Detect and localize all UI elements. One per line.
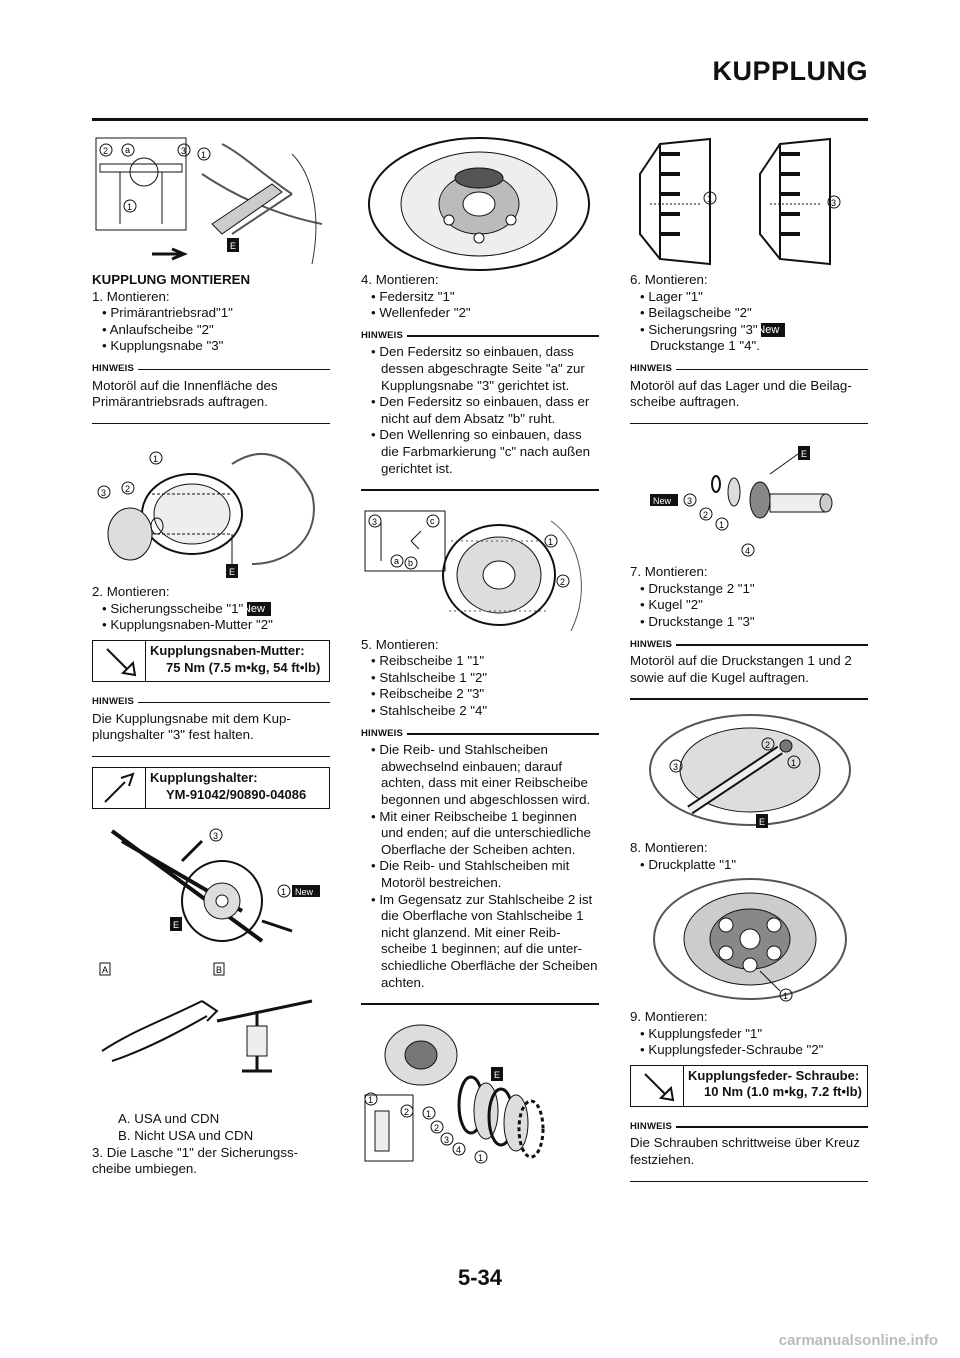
step-6-item-1: • Lager "1" [640, 288, 703, 304]
spec-2-value: YM-91042/90890-04086 [166, 786, 307, 802]
hinweis-end-rule [361, 489, 599, 491]
step-2-item-1: • Sicherungsscheibe "1" New [102, 601, 330, 618]
column-2 [361, 134, 599, 1165]
svg-text:New: New [653, 496, 672, 507]
note-5-item-4: • Im Gegensatz zur Stahlscheibe 2 ist die Oberflache von Stahlscheibe 1 nicht glanzend. Mit einer Reib- scheibe 1 beginnen; auf die unter- schiedliche Oberfläche der Scheiben achten. [371, 891, 598, 990]
note-5-item-1: • Die Reib- und Stahlscheiben abwechselnd einbauen; darauf achten, dass mit einer Reibscheibe begonnen und abgeschlossen wird. [371, 742, 591, 807]
step-5-item-4: • Stahlscheibe 2 "4" [371, 703, 488, 718]
hinweis-end-rule [92, 423, 330, 425]
step-4: 4. Montieren: [361, 272, 439, 287]
svg-text:3: 3 [213, 831, 219, 842]
svg-text:a: a [125, 145, 131, 155]
figure-wave-spring [361, 501, 599, 637]
note-9: Die Schrauben schrittweise über Kreuz festziehen. [630, 1135, 860, 1168]
spec-3-title: Kupplungsfeder- Schraube: [688, 1067, 860, 1083]
step-6: 6. Montieren: [630, 272, 708, 287]
figure-clutch-plates [361, 1015, 599, 1165]
svg-text:E: E [230, 241, 237, 251]
note-4-item-1: • Den Federsitz so einbauen, dass dessen abgeschragte Seite "a" zur Kupplungsnabe "3" gerichtet ist. [371, 344, 585, 393]
svg-text:E: E [759, 816, 766, 827]
svg-text:1: 1 [281, 887, 287, 898]
torque-wrench-icon [93, 641, 146, 681]
spec-box-nut-torque [92, 640, 330, 682]
step-8: 8. Montieren: [630, 839, 708, 855]
step-6-item-3: • Sicherungsring "3" New [640, 322, 868, 339]
svg-text:1: 1 [707, 194, 713, 204]
svg-text:E: E [173, 920, 180, 931]
step-1-item-1: • Primärantriebsrad"1" [102, 305, 233, 321]
hinweis-end-rule [361, 1003, 599, 1005]
note-4-item-3: • Den Wellenring so einbauen, dass die Farbmarkierung "c" nach außen gerichtet ist. [371, 427, 590, 476]
svg-text:3: 3 [687, 496, 693, 507]
figure-clutch-holder-tools [92, 821, 330, 1111]
svg-text:1: 1 [153, 454, 159, 465]
svg-text:2: 2 [765, 739, 771, 750]
svg-text:1: 1 [548, 536, 554, 547]
note-5-item-3: • Die Reib- und Stahlscheiben mit Motoröl bestreichen. [371, 858, 570, 890]
step-5-item-2: • Stahlscheibe 1 "2" [371, 669, 488, 685]
spec-box-clutch-holder [92, 767, 330, 809]
svg-text:1: 1 [478, 1152, 484, 1163]
step-5-item-3: • Reibscheibe 2 "3" [371, 686, 485, 702]
step-6-item-4: Druckstange 1 "4". [650, 338, 760, 354]
svg-text:New: New [295, 887, 314, 898]
svg-text:4: 4 [456, 1144, 462, 1155]
svg-text:2: 2 [404, 1106, 410, 1117]
page-number: 5-34 [457, 1265, 503, 1290]
svg-text:E: E [494, 1069, 501, 1080]
hinweis-end-rule [630, 698, 868, 700]
svg-text:2: 2 [560, 576, 566, 587]
svg-text:3: 3 [831, 198, 837, 208]
spec-3-value: 10 Nm (1.0 m•kg, 7.2 ft•lb) [704, 1084, 862, 1100]
spec-1-value: 75 Nm (7.5 m•kg, 54 ft•lb) [166, 659, 321, 675]
step-8-item-1: • Druckplatte "1" [640, 856, 737, 872]
svg-text:1: 1 [783, 991, 789, 1002]
svg-text:4: 4 [745, 546, 751, 557]
spec-box-spring-bolt-torque [630, 1065, 868, 1107]
hinweis-label: HINWEIS [630, 361, 868, 378]
step-9-item-1: • Kupplungsfeder "1" [640, 1025, 763, 1041]
hinweis-label: HINWEIS [92, 694, 330, 711]
figure-clutch-housing [92, 434, 330, 584]
hinweis-end-rule [92, 756, 330, 758]
figure-primary-gear-tool [92, 134, 330, 272]
hinweis-label: HINWEIS [630, 637, 868, 654]
figure-pressure-plate [630, 873, 868, 1009]
svg-text:1: 1 [426, 1108, 432, 1119]
hinweis-end-rule [630, 423, 868, 425]
step-2: 2. Montieren: [92, 584, 170, 600]
header-rule [92, 118, 868, 121]
note-1: Motoröl auf die Innenfläche des Primärantriebsrads auftragen. [92, 377, 278, 410]
step-7-item-2: • Kugel "2" [640, 597, 703, 613]
svg-text:1: 1 [791, 757, 797, 768]
note-4-item-2: • Den Federsitz so einbauen, dass er nicht auf dem Absatz "b" ruht. [371, 394, 590, 426]
figure-plate-detail [630, 134, 868, 272]
note-2: Die Kupplungsnabe mit dem Kup- plungshalter "3" fest halten. [92, 710, 291, 743]
legend-b: B. Nicht USA und CDN [118, 1127, 254, 1143]
svg-text:2: 2 [103, 146, 109, 156]
column-1 [92, 134, 330, 1178]
spec-1-title: Kupplungsnaben-Mutter: [150, 643, 305, 659]
note-5-item-2: • Mit einer Reibscheibe 1 beginnen und enden; auf die unterschiedliche Oberflache der Scheiben achten. [371, 808, 591, 857]
step-9: 9. Montieren: [630, 1009, 708, 1025]
step-1-item-3: • Kupplungsnabe "3" [102, 338, 224, 354]
spec-2-title: Kupplungshalter: [150, 770, 258, 786]
figure-label-a: A [102, 965, 109, 976]
watermark: carmanualsonline.info [778, 1332, 938, 1349]
hinweis-label: HINWEIS [92, 361, 330, 378]
page-title: KUPPLUNG [712, 56, 868, 86]
step-7-item-3: • Druckstange 1 "3" [640, 614, 755, 630]
note-7: Motoröl auf die Druckstangen 1 und 2 sowie auf die Kugel auftragen. [630, 653, 852, 685]
step-5-item-1: • Reibscheibe 1 "1" [371, 653, 485, 669]
svg-text:2: 2 [703, 510, 709, 521]
new-badge: New [247, 602, 271, 616]
step-7-item-1: • Druckstange 2 "1" [640, 580, 755, 596]
hinweis-end-rule [630, 1181, 868, 1183]
hinweis-label: HINWEIS [361, 726, 599, 743]
svg-text:3: 3 [372, 516, 378, 527]
section-heading: KUPPLUNG MONTIEREN [92, 272, 251, 287]
svg-text:3: 3 [444, 1134, 450, 1145]
special-tool-icon [93, 768, 146, 808]
svg-text:c: c [430, 515, 435, 526]
svg-text:a: a [394, 555, 400, 566]
svg-text:1: 1 [719, 520, 725, 531]
note-6: Motoröl auf das Lager und die Beilag- scheibe auftragen. [630, 377, 852, 410]
svg-text:1: 1 [368, 1094, 374, 1105]
svg-text:1: 1 [201, 150, 207, 160]
hinweis-label: HINWEIS [630, 1119, 868, 1136]
figure-push-rods-install [630, 710, 868, 840]
step-2-item-2: • Kupplungsnaben-Mutter "2" [102, 617, 273, 633]
svg-text:2: 2 [434, 1122, 440, 1133]
step-9-item-2: • Kupplungsfeder-Schraube "2" [640, 1042, 824, 1058]
svg-text:3: 3 [673, 761, 679, 772]
svg-text:E: E [229, 567, 236, 578]
svg-text:E: E [801, 449, 808, 460]
figure-label-b: B [216, 965, 223, 976]
step-5: 5. Montieren: [361, 636, 439, 652]
hinweis-label: HINWEIS [361, 328, 599, 345]
step-3: 3. Die Lasche "1" der Sicherungss- cheibe umbiegen. [92, 1144, 299, 1177]
step-1: 1. Montieren: [92, 288, 170, 304]
figure-push-rod-bearing [630, 434, 868, 564]
column-3 [630, 134, 868, 1192]
figure-spring-seat [361, 134, 599, 272]
svg-text:3: 3 [101, 488, 107, 499]
step-7: 7. Montieren: [630, 564, 708, 580]
svg-text:b: b [408, 557, 414, 568]
step-4-item-1: • Federsitz "1" [371, 288, 455, 304]
torque-wrench-icon [631, 1066, 684, 1106]
step-6-item-2: • Beilagscheibe "2" [640, 305, 752, 321]
step-1-item-2: • Anlaufscheibe "2" [102, 321, 214, 337]
svg-text:3: 3 [181, 146, 187, 156]
legend-a: A. USA und CDN [118, 1111, 220, 1127]
svg-text:1: 1 [127, 202, 133, 212]
step-4-item-2: • Wellenfeder "2" [371, 305, 471, 321]
new-badge: New [761, 323, 785, 337]
svg-text:2: 2 [125, 484, 131, 495]
